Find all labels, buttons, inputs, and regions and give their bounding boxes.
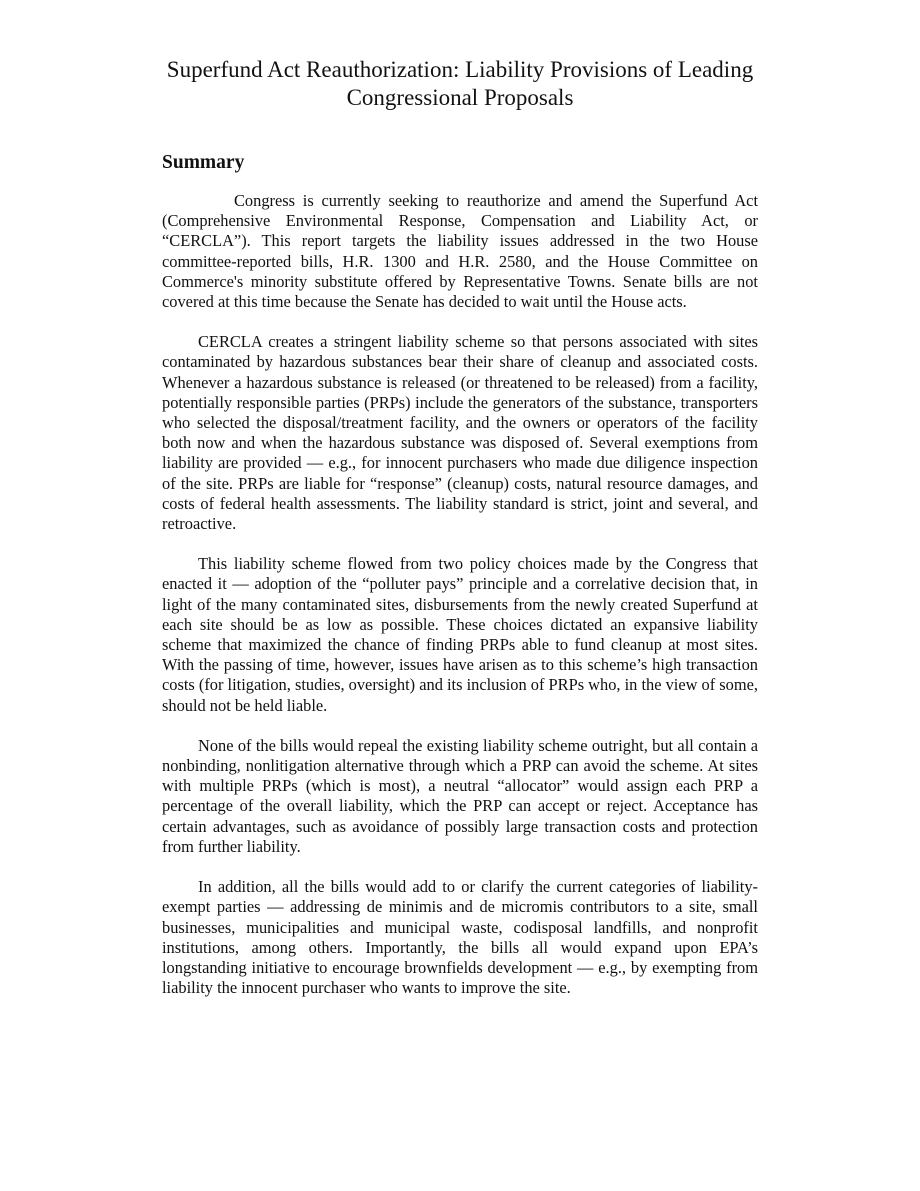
document-title: Superfund Act Reauthorization: Liability Provisions of Leading Congressional Proposals (166, 57, 754, 110)
summary-paragraph-1: Congress is currently seeking to reauthorize and amend the Superfund Act (Comprehensive Environmental Response, Compensation and Liability Act, or “CERCLA”). This report targets the liability issues addressed in the two House committee-reported bills, H.R. 1300 and H.R. 2580, and the House Committee on Commerce's minority substitute offered by Representative Towns. Senate bills are not covered at this time because the Senate has decided to wait until the House acts. (162, 191, 758, 312)
summary-paragraph-5: In addition, all the bills would add to or clarify the current categories of liability-exempt parties — addressing de minimis and de micromis contributors to a site, small businesses, municipalities and municipal waste, codisposal landfills, and nonprofit institutions, among others. Importantly, the bills all would expand upon EPA’s longstanding initiative to encourage brownfields development — e.g., by exempting from liability the innocent purchaser who wants to improve the site. (162, 877, 758, 998)
document-page (162, 56, 758, 998)
summary-paragraph-4: None of the bills would repeal the existing liability scheme outright, but all contain a nonbinding, nonlitigation alternative through which a PRP can avoid the scheme. At sites with multiple PRPs (which is most), a neutral “allocator” would assign each PRP a percentage of the overall liability, which the PRP can accept or reject. Acceptance has certain advantages, such as avoidance of possibly large transaction costs and protection from further liability. (162, 735, 758, 856)
summary-paragraph-3: This liability scheme flowed from two policy choices made by the Congress that enacted it — adoption of the “polluter pays” principle and a correlative decision that, in light of the many contaminated sites, disbursements from the newly created Superfund at each site should be as low as possible. These choices dictated an expansive liability scheme that maximized the chance of finding PRPs able to fund cleanup at most sites. With the passing of time, however, issues have arisen as to this scheme’s high transaction costs (for litigation, studies, oversight) and its inclusion of PRPs who, in the view of some, should not be held liable. (162, 554, 758, 715)
summary-heading: Summary (162, 152, 245, 173)
summary-paragraph-2: CERCLA creates a stringent liability scheme so that persons associated with sites contaminated by hazardous substances bear their share of cleanup and associated costs. Whenever a hazardous substance is released (or threatened to be released) from a facility, potentially responsible parties (PRPs) include the generators of the substance, transporters who selected the disposal/treatment facility, and the owners or operators of the facility both now and when the hazardous substance was disposed of. Several exemptions from liability are provided — e.g., for innocent purchasers who made due diligence inspection of the site. PRPs are liable for “response” (cleanup) costs, natural resource damages, and costs of federal health assessments. The liability standard is strict, joint and several, and retroactive. (162, 332, 758, 534)
